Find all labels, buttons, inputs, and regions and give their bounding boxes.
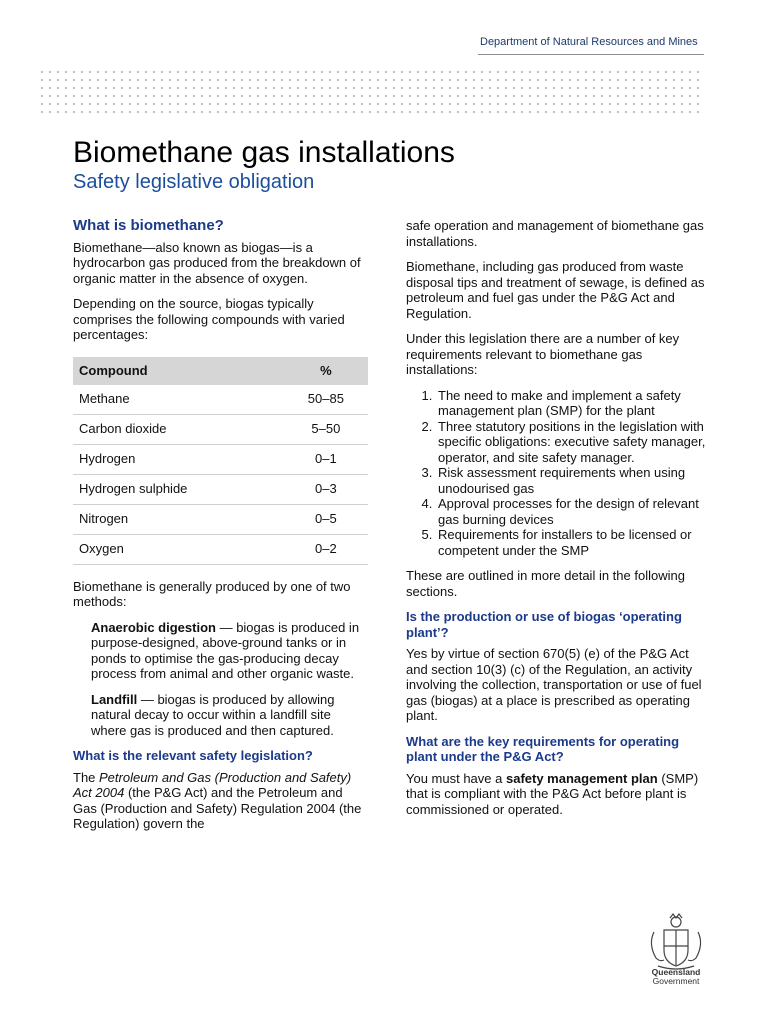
cell-compound: Nitrogen — [73, 504, 284, 534]
column-header-compound: Compound — [73, 357, 284, 385]
text-fragment: You must have a — [406, 770, 506, 786]
list-item: 1. The need to make and implement a safety management plan (SMP) for the plant — [436, 388, 706, 419]
act-title: Petroleum and Gas (Production and Safety) Act 2004 — [73, 769, 352, 800]
list-item: 3. Risk assessment requirements when using unodourised gas — [436, 465, 706, 496]
right-column — [406, 218, 706, 827]
paragraph-requirements-intro: Under this legislation there are a number of key requirements relevant to biomethane gas installations: — [406, 331, 680, 377]
paragraph-compounds-intro: Depending on the source, biogas typically comprises the following compounds with varied percentages: — [73, 296, 345, 342]
cell-percent: 0–3 — [284, 474, 368, 504]
cell-percent: 0–2 — [284, 534, 368, 564]
table-row — [73, 385, 368, 415]
text-fragment: (the P&G Act) and the Petroleum and Gas (Production and Safety) Regulation 2004 (the Regulation) govern the — [73, 785, 362, 831]
table-row — [73, 534, 368, 564]
list-item: 5. Requirements for installers to be licensed or competent under the SMP — [436, 527, 706, 558]
heading-safety-legislation: What is the relevant safety legislation? — [73, 748, 313, 763]
logo-line: Government — [652, 976, 700, 986]
department-name: Department of Natural Resources and Mines — [480, 36, 698, 48]
method-term: Anaerobic digestion — [91, 619, 216, 635]
method-term: Landfill — [91, 691, 138, 707]
paragraph-methods-intro: Biomethane is generally produced by one of two methods: — [73, 578, 351, 609]
paragraph-petroleum-definition: Biomethane, including gas produced from waste disposal tips and treatment of sewage, is defined as petroleum and fuel gas under the P&G Act and Regulation. — [406, 259, 705, 321]
cell-percent: 5–50 — [284, 414, 368, 444]
cell-percent: 0–5 — [284, 504, 368, 534]
list-item: 2. Three statutory positions in the legislation with specific obligations: executive safety manager, operator, and site safety manager. — [436, 419, 706, 466]
header-rule — [478, 54, 704, 55]
queensland-government-logo-text — [640, 968, 712, 986]
cell-compound: Carbon dioxide — [73, 414, 284, 444]
list-item: 4. Approval processes for the design of relevant gas burning devices — [436, 496, 706, 527]
left-column — [73, 218, 368, 842]
paragraph-legislation — [73, 770, 368, 832]
requirements-list — [406, 388, 706, 559]
method-description: — biogas is produced by allowing natural decay to occur within a landfill site where gas is produced and then captured. — [91, 691, 335, 738]
method-description: — biogas is produced in purpose-designed, above-ground tanks or in ponds to optimise the gas-producing decay process from animal and other organic waste. — [91, 619, 360, 681]
page-subtitle: Safety legislative obligation — [73, 171, 315, 193]
heading-key-requirements: What are the key requirements for operating plant under the P&G Act? — [406, 733, 680, 764]
text-fragment: The — [73, 769, 100, 785]
dot-pattern-banner — [38, 68, 704, 114]
paragraph-smp — [406, 771, 706, 818]
text-fragment: (SMP) that is compliant with the P&G Act before plant is commissioned or operated. — [406, 770, 699, 817]
method-landfill — [91, 692, 368, 739]
table-header-row — [73, 357, 368, 385]
paragraph-definition: Biomethane—also known as biogas—is a hydrocarbon gas produced from the breakdown of organic matter in the absence of oxygen. — [73, 239, 361, 286]
cell-percent: 0–1 — [284, 444, 368, 474]
table-row — [73, 504, 368, 534]
cell-compound: Hydrogen sulphide — [73, 474, 284, 504]
paragraph-continued: safe operation and management of biomethane gas installations. — [406, 218, 704, 249]
paragraph-outline: These are outlined in more detail in the following sections. — [406, 568, 685, 599]
table-row — [73, 444, 368, 474]
cell-compound: Hydrogen — [73, 444, 284, 474]
cell-compound: Oxygen — [73, 534, 284, 564]
cell-compound: Methane — [73, 385, 284, 415]
column-header-percent: % — [284, 357, 368, 385]
compounds-table — [73, 357, 368, 565]
method-anaerobic-digestion — [91, 620, 368, 682]
smp-term: safety management plan — [505, 770, 658, 786]
table-row — [73, 414, 368, 444]
cell-percent: 50–85 — [284, 385, 368, 415]
logo-line: Queensland — [651, 967, 701, 977]
heading-operating-plant: Is the production or use of biogas ‘operating plant’? — [406, 609, 682, 640]
table-row — [73, 474, 368, 504]
paragraph-operating-plant: Yes by virtue of section 670(5) (e) of the P&G Act and section 10(3) (c) of the Regulation, an activity involving the collection, transportation or use of fuel gas (biogas) at a place is prescribed as operating plant. — [406, 646, 702, 723]
heading-what-is-biomethane: What is biomethane? — [73, 217, 224, 234]
page-title: Biomethane gas installations — [73, 136, 455, 169]
